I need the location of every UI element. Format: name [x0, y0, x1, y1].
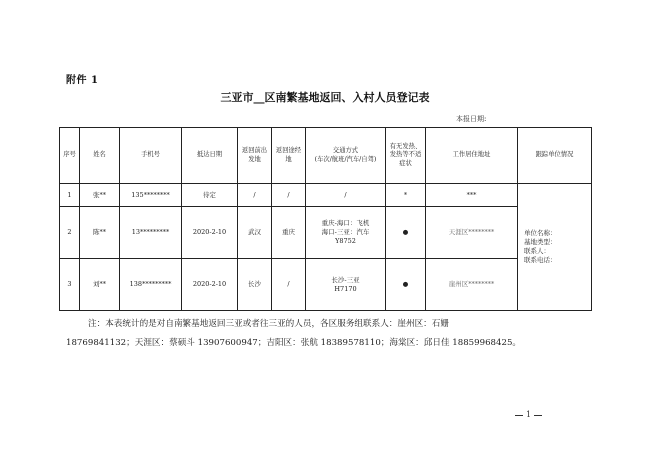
cell-symptoms: ●	[386, 207, 426, 259]
cell-seq: 2	[60, 207, 80, 259]
cell-workplace: 天涯区********	[426, 207, 518, 259]
cell-origin: 长沙	[238, 259, 272, 311]
header-workplace: 工作居住地址	[426, 128, 518, 184]
cell-arrival-date: 2020-2-10	[182, 207, 238, 259]
header-tracking: 跟踪单位情况	[518, 128, 592, 184]
page-number: 1	[515, 410, 542, 419]
header-via: 返回途经地	[272, 128, 306, 184]
cell-arrival-date: 待定	[182, 184, 238, 207]
cell-seq: 3	[60, 259, 80, 311]
fill-date-label: 本报日期:	[456, 115, 487, 123]
registration-table	[59, 127, 592, 311]
attachment-label: 附件 1	[66, 75, 99, 86]
cell-origin: 武汉	[238, 207, 272, 259]
cell-tracking-merged: 单位名称： 基地类型： 联系人： 联系电话：	[518, 184, 592, 311]
header-transport: 交通方式 (车次/航班/汽车/自驾)	[306, 128, 386, 184]
cell-seq: 1	[60, 184, 80, 207]
header-symptoms: 有无发热、发热等不适症状	[386, 128, 426, 184]
header-name: 姓名	[80, 128, 120, 184]
page-title: 三亚市__区南繁基地返回、入村人员登记表	[220, 91, 430, 104]
header-seq: 序号	[60, 128, 80, 184]
table-header-row	[60, 128, 592, 184]
header-arrival-date: 抵达日期	[182, 128, 238, 184]
cell-workplace: ***	[426, 184, 518, 207]
cell-phone: 13*********	[120, 207, 182, 259]
cell-arrival-date: 2020-2-10	[182, 259, 238, 311]
cell-name: 陈**	[80, 207, 120, 259]
note-line-1: 注：本表统计的是对自南繁基地返回三亚或者往三亚的人员，各区服务组联系人：崖州区：石姗	[88, 319, 449, 329]
table-row	[60, 207, 592, 259]
cell-phone: 138*********	[120, 259, 182, 311]
cell-via: /	[272, 259, 306, 311]
cell-origin: /	[238, 184, 272, 207]
cell-name: 张**	[80, 184, 120, 207]
table-note	[66, 315, 586, 353]
note-line-2: 18769841132；天涯区：蔡硕斗 13907600947；吉阳区：张航 18389578110；海棠区：邱日佳 18859968425。	[66, 338, 522, 348]
cell-transport: 长沙-三亚 H7170	[306, 259, 386, 311]
cell-via: 重庆	[272, 207, 306, 259]
cell-via: /	[272, 184, 306, 207]
cell-symptoms: ●	[386, 259, 426, 311]
cell-workplace: 崖州区********	[426, 259, 518, 311]
header-origin: 返回前出发地	[238, 128, 272, 184]
cell-name: 刘**	[80, 259, 120, 311]
cell-transport: 重庆-海口：飞机 海口-三亚：汽车 Y8752	[306, 207, 386, 259]
cell-transport: /	[306, 184, 386, 207]
cell-phone: 135********	[120, 184, 182, 207]
cell-symptoms: *	[386, 184, 426, 207]
header-phone: 手机号	[120, 128, 182, 184]
table-row	[60, 259, 592, 311]
table-row	[60, 184, 592, 207]
